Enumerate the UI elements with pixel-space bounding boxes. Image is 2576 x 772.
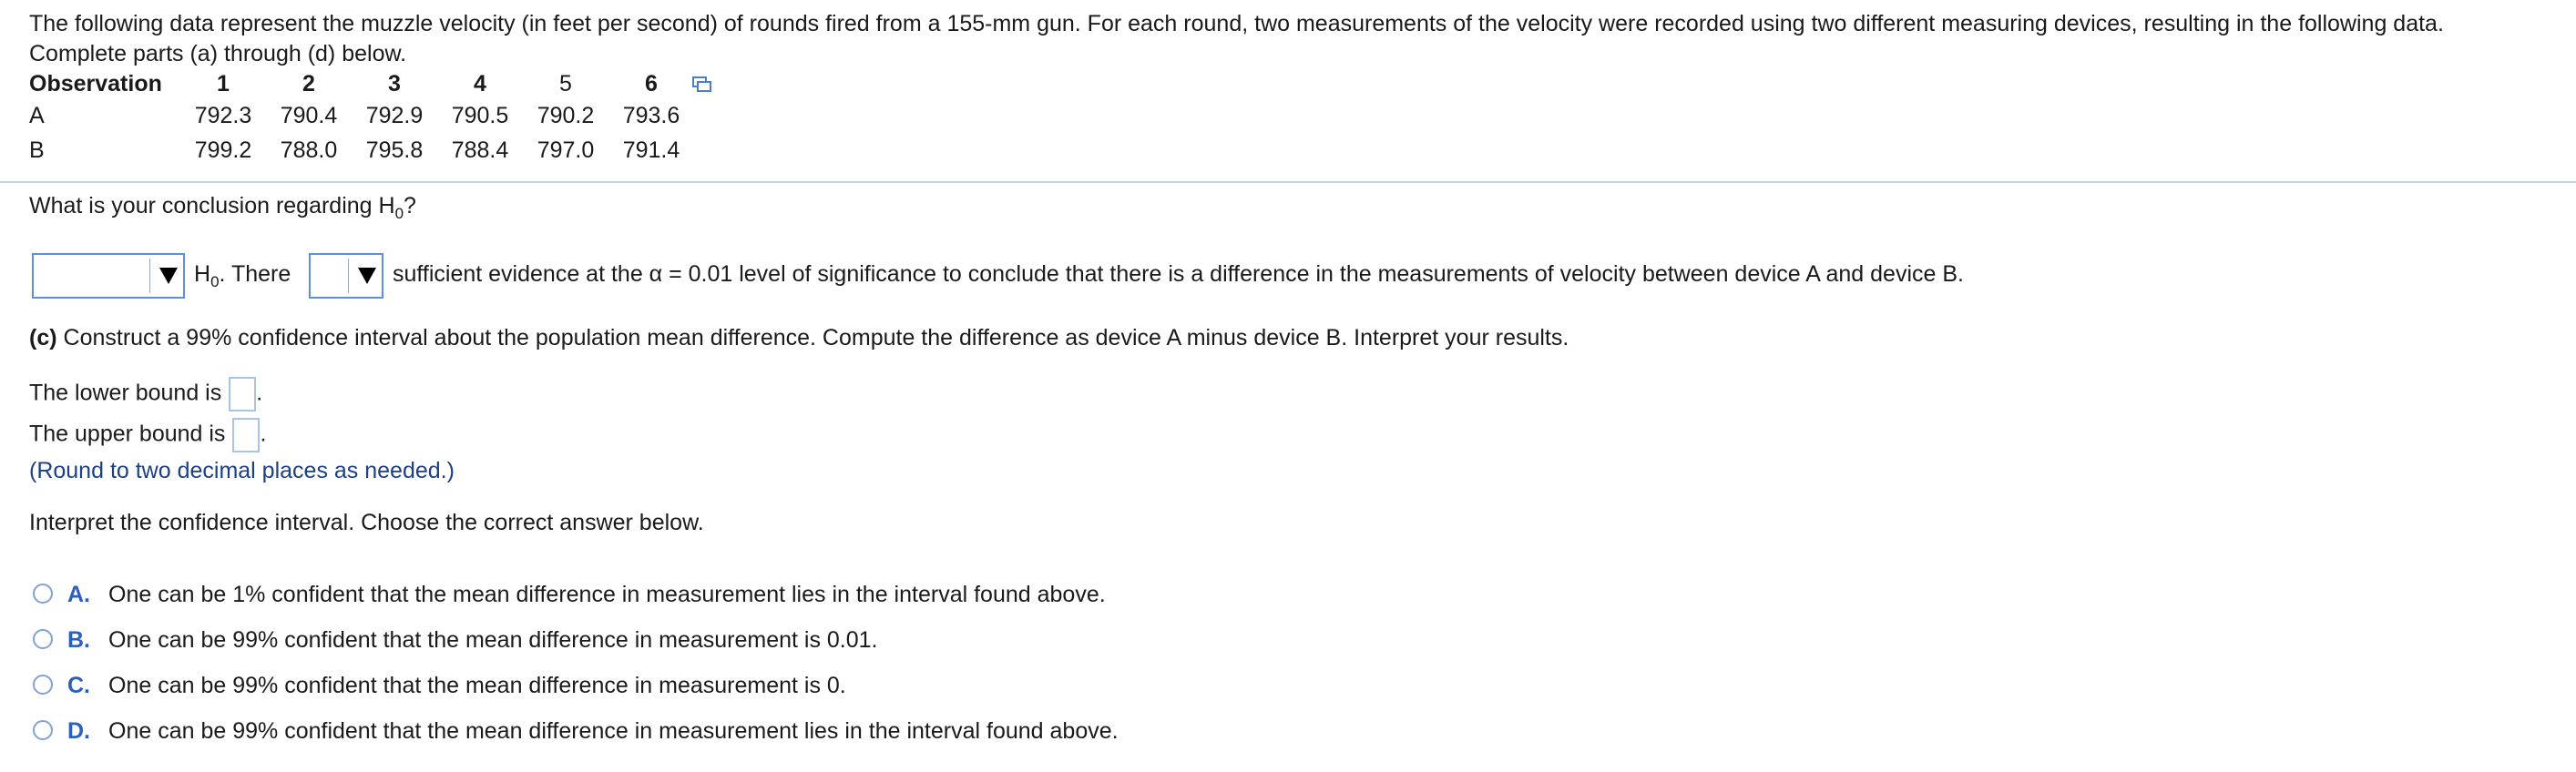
subscript: 0 [394,205,404,222]
table-header-row [29,69,694,98]
option-text: One can be 99% confident that the mean difference in measurement lies in the interval found above. [108,718,1119,744]
column-header: 2 [302,70,315,96]
option-letter: B. [67,627,90,653]
lower-bound-row [29,377,262,411]
option-letter: C. [67,673,90,698]
column-header: 5 [559,70,572,96]
h0-text: H [194,261,211,287]
column-header: 6 [645,70,658,96]
intro-text [29,9,2444,69]
radio-button[interactable] [33,629,53,649]
option-b[interactable] [33,625,878,655]
table-cell: 788.4 [451,137,509,163]
row-label: B [29,137,45,163]
h0-label [194,261,291,288]
table-cell: 795.8 [365,137,424,163]
upper-bound-row [29,418,266,452]
part-c-label: (c) [29,325,57,350]
option-d[interactable] [33,716,1119,747]
table-cell: 797.0 [537,137,595,163]
option-letter: A. [67,582,90,607]
table-cell: 790.4 [280,102,338,128]
intro-line-1: The following data represent the muzzle velocity (in feet per second) of rounds fired from a 155-mm gun. For each round, two measurements of the velocity were recorded using two different measuring devices, resulting in the following data. [29,11,2444,36]
reject-decision-select[interactable] [32,253,185,299]
table-cell: 790.5 [451,102,509,128]
upper-bound-label: The upper bound is [29,421,226,447]
option-c[interactable] [33,670,846,701]
option-text: One can be 99% confident that the mean difference in measurement is 0.01. [108,627,878,653]
lower-bound-input[interactable] [229,377,256,411]
question-mark: ? [404,193,416,218]
table-row [29,133,694,168]
chevron-down-icon [159,268,178,284]
table-cell: 793.6 [622,102,680,128]
conclusion-question [29,193,416,222]
lower-bound-label: The lower bound is [29,380,222,406]
intro-line-2: Complete parts (a) through (d) below. [29,41,407,66]
upper-bound-input[interactable] [232,418,260,452]
row-label: A [29,102,45,128]
table-row [29,98,694,133]
conclusion-question-text: What is your conclusion regarding H [29,193,395,218]
table-cell: 788.0 [280,137,338,163]
interpret-prompt: Interpret the confidence interval. Choose the correct answer below. [29,510,704,535]
part-c-prompt [29,325,1569,351]
radio-button[interactable] [33,720,53,740]
option-a[interactable] [33,579,1106,610]
rounding-hint: (Round to two decimal places as needed.) [29,458,455,483]
subscript: 0 [210,273,220,290]
chevron-down-icon [358,268,376,284]
table-header-label: Observation [29,70,162,96]
there-text: . There [219,261,291,287]
table-cell: 791.4 [622,137,680,163]
column-header: 1 [217,70,230,96]
table-cell: 790.2 [537,102,595,128]
column-header: 4 [474,70,486,96]
period: . [260,421,267,447]
option-text: One can be 1% confident that the mean difference in measurement lies in the interval found above. [108,582,1106,607]
section-divider [0,181,2576,183]
table-cell: 799.2 [194,137,252,163]
radio-button[interactable] [33,675,53,695]
popout-window-icon[interactable] [692,76,712,93]
data-table [29,69,694,168]
option-text: One can be 99% confident that the mean difference in measurement is 0. [108,673,846,698]
conclusion-rest-text: sufficient evidence at the α = 0.01 level of significance to conclude that there is a difference in the measurements of velocity between device A and device B. [393,261,1964,287]
part-c-text: Construct a 99% confidence interval about the population mean difference. Compute the difference as device A minus device B. Interpret your results. [56,325,1569,350]
evidence-select[interactable] [309,253,383,299]
period: . [256,380,263,406]
column-header: 3 [388,70,401,96]
radio-button[interactable] [33,584,53,604]
table-cell: 792.9 [365,102,424,128]
option-letter: D. [67,718,90,744]
table-cell: 792.3 [194,102,252,128]
